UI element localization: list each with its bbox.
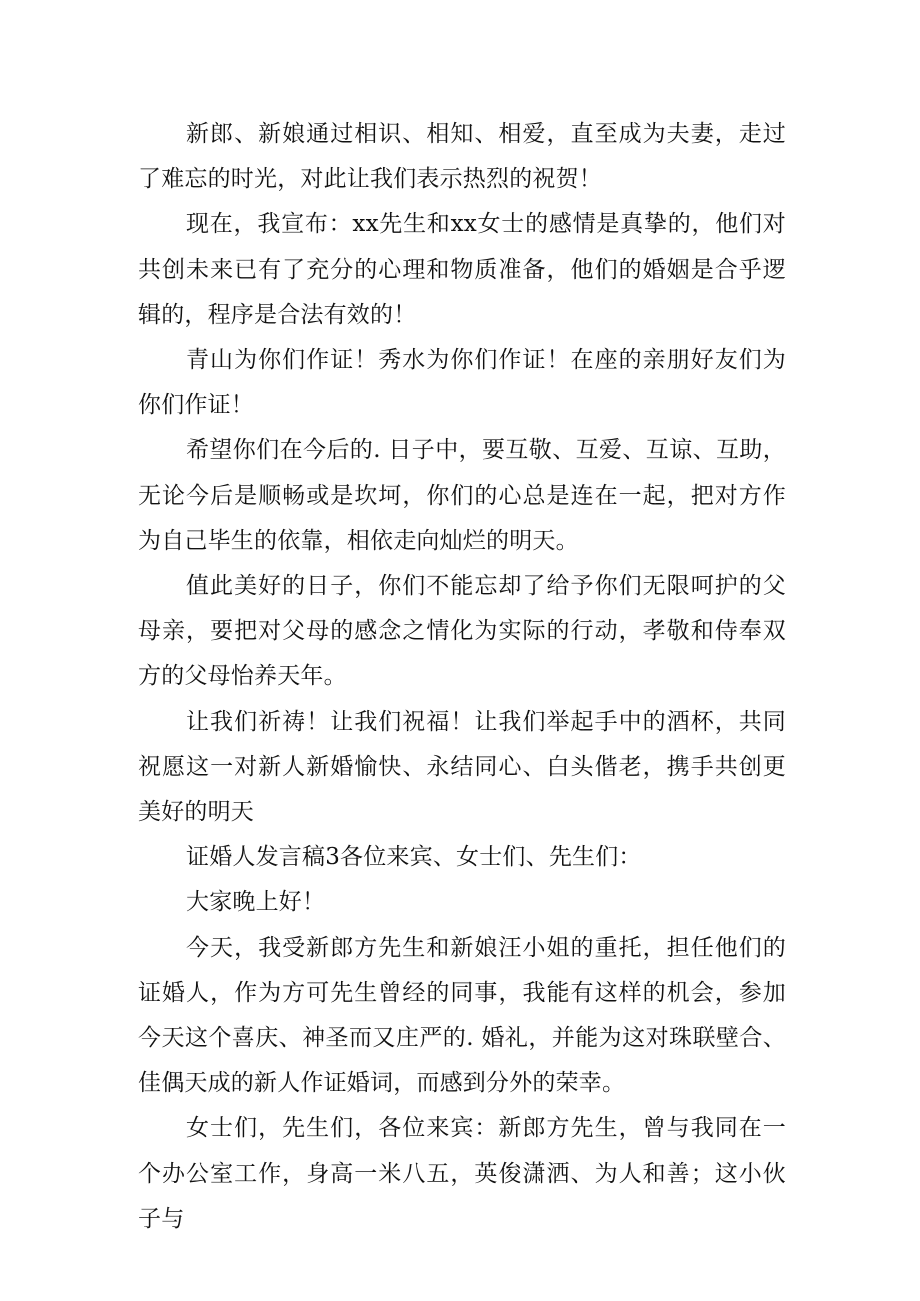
paragraph-speech-heading: 证婚人发言稿3各位来宾、女士们、先生们： [186, 844, 642, 871]
paragraph-introduction: 今天，我受新郎方先生和新娘汪小姐的重托，担任他们的证婚人，作为方可先生曾经的同事，我能有这样的机会，参加今天这个喜庆、神圣而又庄严的. 婚礼，并能为这对珠联壁合、佳偶天成的新人作证婚词，而感到分外的荣幸。 [138, 934, 786, 1097]
paragraph-announcement: 现在，我宣布：xx先生和xx女士的感情是真挚的，他们对共创未来已有了充分的心理和物质准备，他们的婚姻是合乎逻辑的，程序是合法有效的！ [138, 211, 786, 328]
paragraph-groom-description: 女士们，先生们，各位来宾：新郎方先生，曾与我同在一个办公室工作，身高一米八五，英俊潇洒、为人和善；这小伙子与 [138, 1115, 786, 1232]
paragraph-congratulations: 新郎、新娘通过相识、相知、相爱，直至成为夫妻，走过了难忘的时光，对此让我们表示热烈的祝贺！ [138, 121, 786, 193]
document-page [138, 112, 786, 1242]
paragraph-witness: 青山为你们作证！秀水为你们作证！在座的亲朋好友们为你们作证！ [138, 347, 786, 419]
paragraph-toast: 让我们祈祷！让我们祝福！让我们举起手中的酒杯，共同祝愿这一对新人新婚愉快、永结同心、白头偕老，携手共创更美好的明天 [138, 708, 786, 826]
paragraph-hope: 希望你们在今后的. 日子中，要互敬、互爱、互谅、互助，无论今后是顺畅或是坎坷，你们的心总是连在一起，把对方作为自己毕生的依靠，相依走向灿烂的明天。 [138, 437, 786, 554]
paragraph-parents: 值此美好的日子，你们不能忘却了给予你们无限呵护的父母亲，要把对父母的感念之情化为实际的行动，孝敬和侍奉双方的父母怡养天年。 [138, 573, 786, 690]
paragraph-greeting: 大家晚上好！ [186, 889, 326, 916]
